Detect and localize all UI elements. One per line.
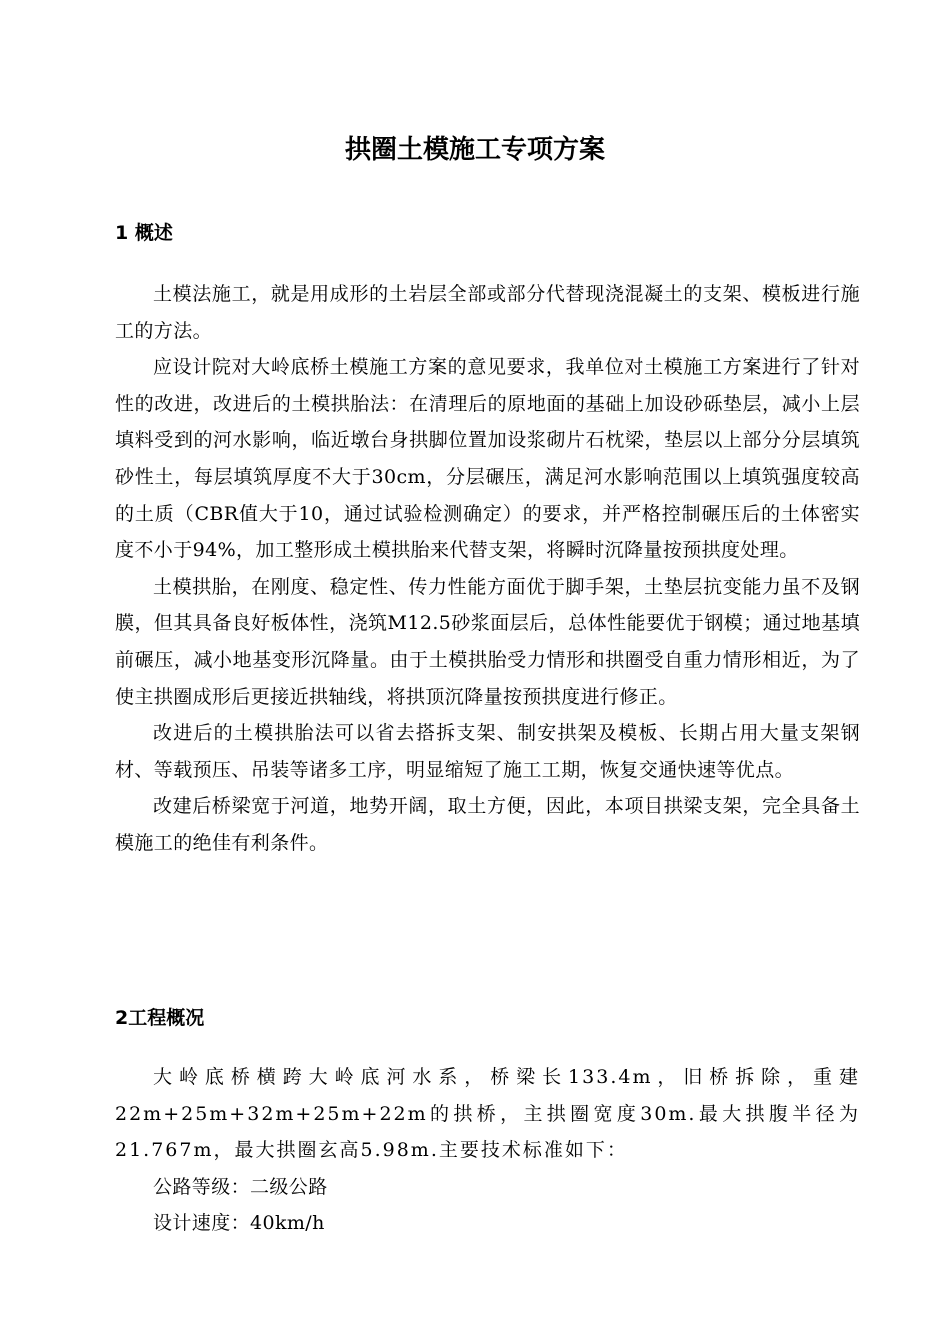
paragraph: 应设计院对大岭底桥土模施工方案的意见要求，我单位对土模施工方案进行了针对性的改进，改进后的土模拱胎法：在清理后的原地面的基础上加设砂砾垫层，减小上层填料受到的河水影响，临近墩台身拱脚位置加设浆砌片石枕梁，垫层以上部分分层填筑砂性土，每层填筑厚度不大于30cm，分层碾压，满足河水影响范围以上填筑强度较高的土质（CBR值大于10，通过试验检测确定）的要求，并严格控制碾压后的土体密实度不小于94%，加工整形成土模拱胎来代替支架，将瞬时沉降量按预拱度处理。 <box>115 356 860 562</box>
paragraph: 土模法施工，就是用成形的土岩层全部或部分代替现浇混凝土的支架、模板进行施工的方法。 <box>115 283 860 342</box>
section-heading-overview: 1 概述 <box>115 222 173 244</box>
standard-item: 设计速度：40km/h <box>153 1212 325 1235</box>
paragraph: 改建后桥梁宽于河道，地势开阔，取土方便，因此，本项目拱梁支架，完全具备土模施工的绝佳有利条件。 <box>115 795 860 854</box>
paragraph: 大岭底桥横跨大岭底河水系，桥梁长133.4m，旧桥拆除，重建22m+25m+32m+25m+22m的拱桥，主拱圈宽度30m.最大拱腹半径为21.767m，最大拱圈玄高5.98m.主要技术标准如下： <box>115 1066 860 1162</box>
page-title: 拱圈土模施工专项方案 <box>344 135 605 165</box>
section-project-overview-body <box>115 1059 860 1242</box>
paragraph: 土模拱胎，在刚度、稳定性、传力性能方面优于脚手架，土垫层抗变能力虽不及钢膜，但其具备良好板体性，浇筑M12.5砂浆面层后，总体性能要优于钢模；通过地基填前碾压，减小地基变形沉降量。由于土模拱胎受力情形和拱圈受自重力情形相近，为了使主拱圈成形后更接近拱轴线，将拱顶沉降量按预拱度进行修正。 <box>115 575 860 708</box>
section-overview-body <box>115 276 860 862</box>
standard-item: 公路等级：二级公路 <box>153 1175 328 1198</box>
section-heading-project-overview: 2工程概况 <box>115 1007 205 1029</box>
paragraph: 改进后的土模拱胎法可以省去搭拆支架、制安拱架及模板、长期占用大量支架钢材、等载预压、吊装等诸多工序，明显缩短了施工工期，恢复交通快速等优点。 <box>115 722 860 781</box>
